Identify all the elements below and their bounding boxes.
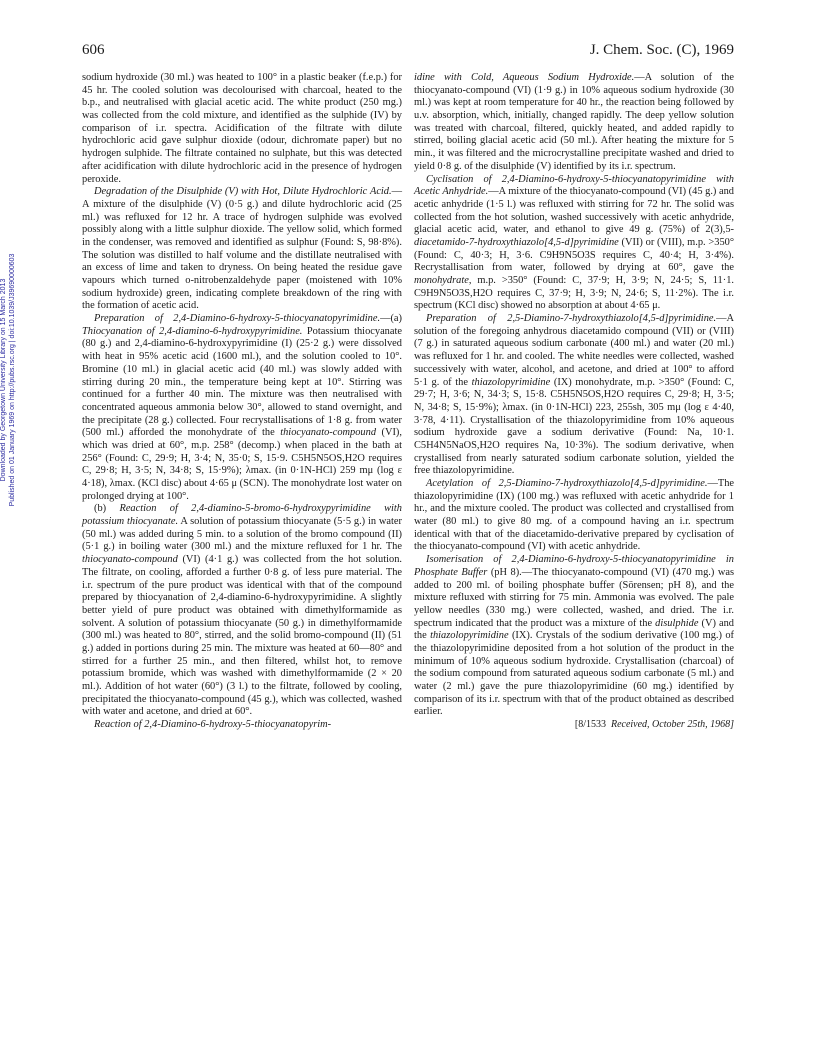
paragraph-text: —A solution of the thiocyanato-compound (VI) (1·9 g.) in 10% aqueous sodium hydroxide (30 ml.) was kept at room temperature for 40 hr., the reaction being followed by u.v. absorption, which, initially, changed rapidly. The deep yellow solution was treated with charcoal, filtered, quickly heated, and added rapidly to stirred, boiling glacial acetic acid (50 ml.). After heating the mixture for 5 min., it was filtered and the microcrystalline precipitate washed and dried to yield 0·8 g. of the disulphide (V) identified by its i.r. spectrum. bbox=[414, 72, 734, 172]
paragraph-text: , m.p. >350° (Found: C, 37·9; H, 3·9; N, 24·5; S, 11·1. C9H9N5O3S,H2O requires C, 37·9; H, 3·9; N, 24·6; S, 11·2%). The i.r. spectrum (KCl disc) showed no absorption at about 4·65 μ. bbox=[414, 275, 734, 312]
watermark-text bbox=[0, 254, 17, 507]
compound-name: monohydrate bbox=[414, 275, 469, 286]
subsection-heading: Thiocyanation of 2,4-diamino-6-hydroxypyrimidine. bbox=[82, 325, 303, 337]
paragraph-text: (IX). Crystals of the sodium derivative (100 mg.) of the thiazolopyrimidine deposited from a hot solution of the product in the minimum of 10% aqueous sodium hydroxide. Crystallisation (charcoal) of the sodium compound from saturated aqueous sodium carbonate (5 ml.) and water (2 ml.) gave the pure thiazolopyrimidine (60 mg.) identified by comparison of its i.r. spectrum with that of the product obtained as described earlier. bbox=[414, 630, 735, 718]
left-column bbox=[82, 72, 402, 732]
paragraph bbox=[82, 719, 402, 732]
paragraph-text: (b) bbox=[94, 503, 120, 515]
section-heading: Degradation of the Disulphide (V) with Hot, Dilute Hydrochloric Acid. bbox=[94, 186, 392, 198]
paragraph-text: —A solution of the foregoing anhydrous diacetamido compound (VII) or (VIII) (7 g.) in saturated aqueous sodium carbonate (400 ml.) and water (20 ml.) was refluxed for 1 hr. and cooled. The white needles were collected, washed successively with water, alcohol, and acetone, and dried at 100° to afford 5·1 g. of the bbox=[414, 313, 734, 388]
manuscript-ref: [8/1533 bbox=[574, 719, 606, 731]
paragraph-text: —(a) bbox=[380, 313, 402, 325]
section-heading: Cyclisation of 2,4-Diamino-6-hydroxy-5-thiocyanatopyrimidine with Acetic Anhydride. bbox=[414, 173, 734, 198]
paragraph bbox=[82, 503, 402, 719]
received-date: Received, October 25th, 1968] bbox=[610, 719, 734, 731]
compound-name: disulphide bbox=[655, 617, 699, 629]
section-heading: Acetylation of 2,5-Diamino-7-hydroxythiazolo[4,5-d]pyrimidine. bbox=[426, 478, 708, 489]
journal-name: J. Chem. Soc. (C), 1969 bbox=[589, 42, 734, 58]
paragraph-text: (IX) monohydrate, m.p. >350° (Found: C, 29·7; H, 3·6; N, 34·3; S, 15·8. C5H5N5OS,H2O requires C, 29·8; H, 3·5; N, 34·8; S, 15·9%); λmax. (in 0·1N-HCl) 223, 255sh, 305 mμ (log ε 4·40, 3·78, 4·11). Crystallisation of the thiazolopyrimidine from 10% aqueous sodium hydroxide gave a sodium derivative (Found: Na, 10·1. C5H4N5NaOS,H2O requires Na, 10·3%). The sodium derivative, when crystallised from nearly saturated sodium carbonate solution, yielded the free thiazolopyrimidine. bbox=[414, 376, 735, 477]
paragraph bbox=[414, 554, 734, 719]
paragraph-text: (V) and the bbox=[414, 617, 735, 642]
paragraph-text: Potassium thiocyanate (80 g.) and 2,4-diamino-6-hydroxypyrimidine (I) (25·2 g.) were dissolved with heat in 95% acetic acid (1600 ml.), and the solution cooled to 10°. Bromine (10 ml.) in glacial acetic acid (40 ml.) was slowly added with stirring during 20 min., the temperature being kept at 10°. Stirring was continued for a further 40 min. The mixture was then neutralised with concentrated aqueous ammonia below 30°, allowed to stand overnight, and the precipitate (28 g.) collected. Four recrystallisations of 1·8 g. from water (500 ml.) afforded the monohydrate of the bbox=[82, 325, 402, 439]
paragraph-text: —A mixture of the thiocyanato-compound (VI) (45 g.) and acetic anhydride (1·5 l.) was refluxed with stirring for 72 hr. The solid was collected from the hot solution, washed successively with acetic anhydride, glacial acetic acid, water, and ethanol to give 49 g. (75%) of 2(3),5- bbox=[414, 186, 735, 236]
paragraph bbox=[414, 72, 734, 174]
section-heading: Preparation of 2,4-Diamino-6-hydroxy-5-thiocyanatopyrimidine. bbox=[94, 313, 381, 325]
compound-name: diacetamido-7-hydroxythiazolo[4,5-d]pyrimidine bbox=[414, 236, 619, 248]
paragraph bbox=[414, 174, 734, 314]
compound-name: thiazolopyrimidine bbox=[430, 630, 509, 642]
paragraph-text: —The thiazolopyrimidine (IX) (100 mg.) was refluxed with acetic anhydride for 1 hr., and the mixture cooled. The product was collected and crystallised from water (80 ml.) to give 80 mg. of a compound having an i.r. spectrum identical with that of the diacetamido-derivative prepared by cyclisation of the thiocyanato-compound (VI) with acetic anhydride. bbox=[414, 478, 734, 553]
watermark-line-1[interactable]: Downloaded by Georgetown University Library on 15 March 2013 bbox=[0, 278, 7, 482]
section-heading: idine with Cold, Aqueous Sodium Hydroxide. bbox=[414, 72, 635, 83]
received-footer bbox=[414, 719, 734, 732]
compound-name: thiocyanato-compound bbox=[280, 427, 377, 439]
paragraph-text: —A mixture of the disulphide (V) (0·5 g.) and dilute hydrochloric acid (25 ml.) was refluxed for 12 hr. A trace of hydrogen sulphide was evolved possibly along with a little sulphur dioxide. The yellow solid, which formed in the condenser, was removed and identified as sulphur (Found: S, 98·8%). The solution was distilled to half volume and the distillate neutralised with an excess of lime and taken to dryness. On being heated the residue gave vapours which turned o-nitrobenzaldehyde paper (moistened with 10% sodium hydroxide) green, indicating complete breakdown of the ring with the formation of acetic acid. bbox=[82, 186, 402, 312]
paragraph bbox=[82, 313, 402, 503]
paragraph-text: A solution of potassium thiocyanate (5·5 g.) in water (50 ml.) was added during 5 min. to a solution of the bromo compound (II) (5·1 g.) in boiling water (300 ml.) and the mixture refluxed for 1 hr. The bbox=[82, 516, 402, 553]
subsection-heading: Reaction of 2,4-diamino-5-bromo-6-hydroxypyrimidine with potassium thiocyanate. bbox=[82, 503, 402, 528]
paragraph bbox=[414, 478, 734, 554]
paragraph bbox=[414, 313, 734, 478]
paragraph bbox=[82, 186, 402, 313]
watermark-line-2[interactable]: Published on 01 January 1969 on http://pubs.rsc.org | doi:10.1039/J39690000603 bbox=[9, 253, 16, 507]
right-column bbox=[414, 72, 734, 732]
paragraph-text: (pH 8).—The thiocyanato-compound (VI) (470 mg.) was added to 200 ml. of boiling phosphate buffer (Sörensen; pH 8), and the mixture refluxed with stirring for 75 min. Ammonia was evolved. The pale yellow needles (330 mg.) were collected, washed, and dried. The i.r. spectrum indicated that the product was a mixture of the bbox=[414, 566, 734, 629]
section-heading: Preparation of 2,5-Diamino-7-hydroxythiazolo[4,5-d]pyrimidine. bbox=[426, 313, 717, 325]
page-number: 606 bbox=[82, 42, 105, 58]
paragraph bbox=[82, 72, 402, 186]
compound-name: thiazolopyrimidine bbox=[471, 376, 551, 388]
paragraph-text: sodium hydroxide (30 ml.) was heated to 100° in a plastic beaker (f.e.p.) for 45 hr. The cooled solution was decolourised with charcoal, heated to the b.p., and neutralised with glacial acetic acid. The white product (250 mg.) was collected from the cold mixture, and identified as the sulphide (IV) by comparison of i.r. spectra. Acidification of the filtrate with dilute hydrochloric acid gave sulphur dioxide (odour, dichromate paper) but no hydrogen sulphide. The filtrate contained no sulphate, but this was detected after acidification with dilute hydrochloric acid in the presence of hydrogen peroxide. bbox=[82, 72, 402, 185]
compound-name: thiocyanato-compound bbox=[82, 554, 178, 566]
page-header bbox=[82, 42, 734, 62]
paragraph-text: (VI) (4·1 g.) was collected from the hot solution. The filtrate, on cooling, afforded a further 0·8 g. of less pure material. The i.r. spectrum of the pure product was identical with that of the compound prepared by thiocyanation of 2,4-diamino-6-hydroxypyrimidine. A slightly better yield of pure product was obtained with dimethylformamide as solvent. A solution of potassium thiocyanate (50 g.) in dimethylformamide (300 ml.) was heated to 80°, stirred, and the solid bromo-compound (II) (51 g.) added in portions during 25 min. The mixture was heated at 60—80° and stirred for a further 25 min., and then filtered, whilst hot, to remove potassium bromide, which was washed with dimethylformamide (2 × 20 ml.). Addition of hot water (60°) (3 l.) to the filtrate, followed by cooling, precipitated the thiocyanato-compound (45 g.), which was collected, washed with water and acetone, and dried at 60°. bbox=[82, 554, 402, 718]
download-watermark bbox=[0, 80, 16, 680]
section-heading: Reaction of 2,4-Diamino-6-hydroxy-5-thiocyanatopyrim- bbox=[94, 719, 332, 731]
paragraph-text: (VII) or (VIII), m.p. >350° (Found: C, 40·3; H, 3·6. C9H9N5O3S requires C, 40·4; H, 3·4%). Recrystallisation from water, followed by drying at 60°, gave the bbox=[414, 236, 734, 274]
paragraph-text: (VI), which was dried at 60°, m.p. 258° (decomp.) when placed in the bath at 256° (Found: C, 29·9; H, 3·4; N, 35·0; S, 15·9. C5H5N5OS,H2O requires C, 29·8; H, 3·5; N, 34·8; S, 15·9%); λmax. (in 0·1N-HCl) 259 mμ (log ε 4·18), λmax. (KCl disc) about 4·65 μ (SCN). The monohydrate lost water on prolonged drying at 100°. bbox=[82, 427, 402, 502]
section-heading: Isomerisation of 2,4-Diamino-6-hydroxy-5-thiocyanatopyrimidine in Phosphate Buffer bbox=[414, 554, 734, 578]
